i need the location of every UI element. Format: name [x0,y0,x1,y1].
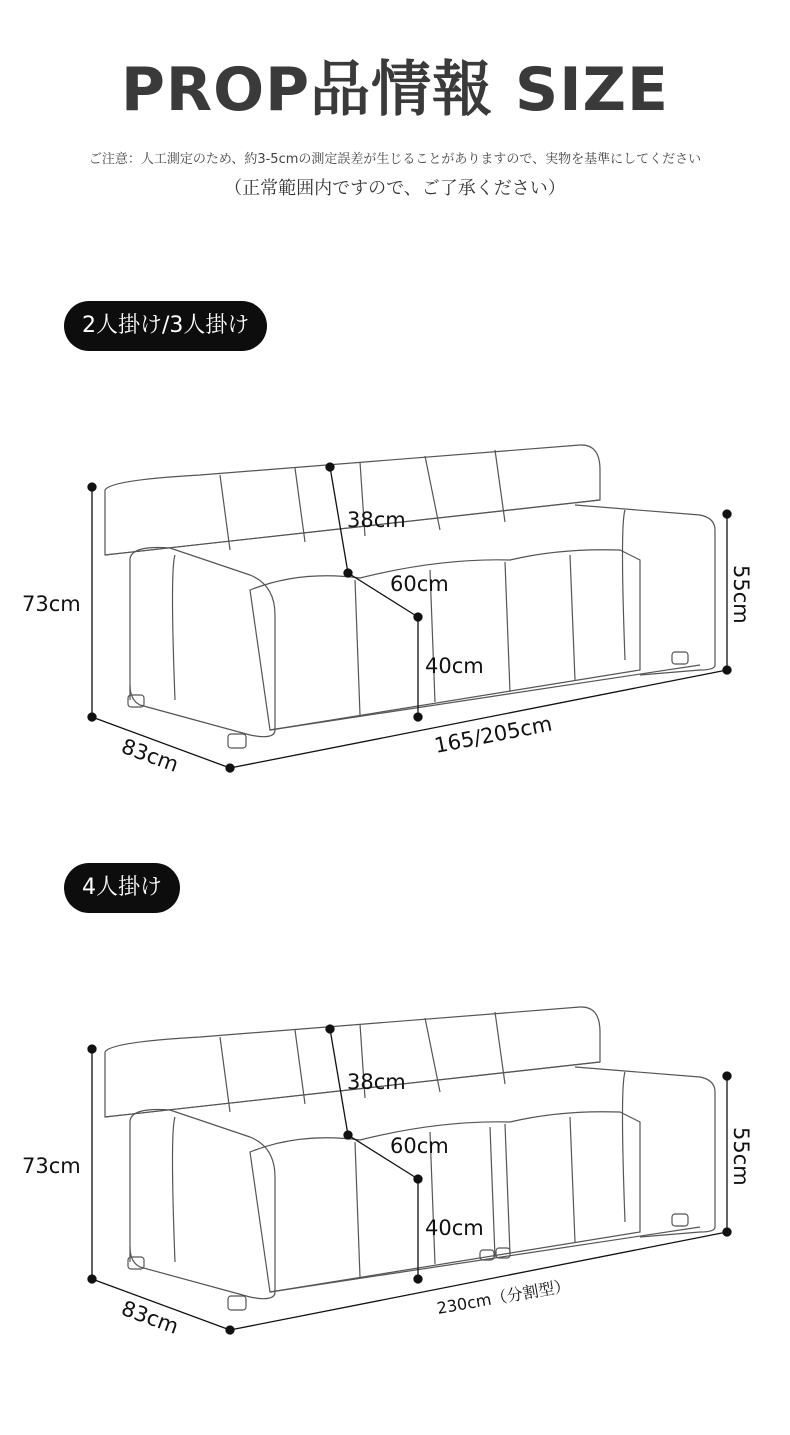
dim-back-height: 38cm [347,508,406,532]
dim-total-height: 73cm [22,1154,81,1178]
measurement-note: ご注意：人工測定のため、約3-5cmの測定誤差が生じることがありますので、実物を基準にしてください [88,152,702,167]
dim-seat-height: 40cm [425,654,484,678]
dim-width: 230cm（分割型） [435,1275,572,1318]
dim-arm-height: 55cm [729,1127,753,1186]
measurement-note-sub: （正常範囲内ですので、ご了承ください） [224,178,566,199]
dim-total-height: 73cm [22,592,81,616]
dim-seat-depth: 60cm [390,572,449,596]
dim-width: 165/205cm [432,711,555,758]
dim-seat-height: 40cm [425,1216,484,1240]
sofa-outline-2 [105,1007,715,1310]
sofa-dimension-figure-2 [0,992,790,1352]
dim-back-height: 38cm [347,1070,406,1094]
sofa-drawing-2 [0,992,790,1352]
sofa-outline-1 [105,445,715,748]
dim-depth: 83cm [118,734,182,777]
section-label-2-3-seater: 2人掛け/3人掛け [64,301,267,351]
sofa-drawing-1 [0,430,790,790]
page-title: PROP品情報 SIZE [120,55,670,125]
dim-depth: 83cm [118,1296,182,1339]
section-label-4-seater: 4人掛け [64,863,180,913]
sofa-dimension-figure-1 [0,430,790,790]
dim-arm-height: 55cm [729,565,753,624]
dim-seat-depth: 60cm [390,1134,449,1158]
